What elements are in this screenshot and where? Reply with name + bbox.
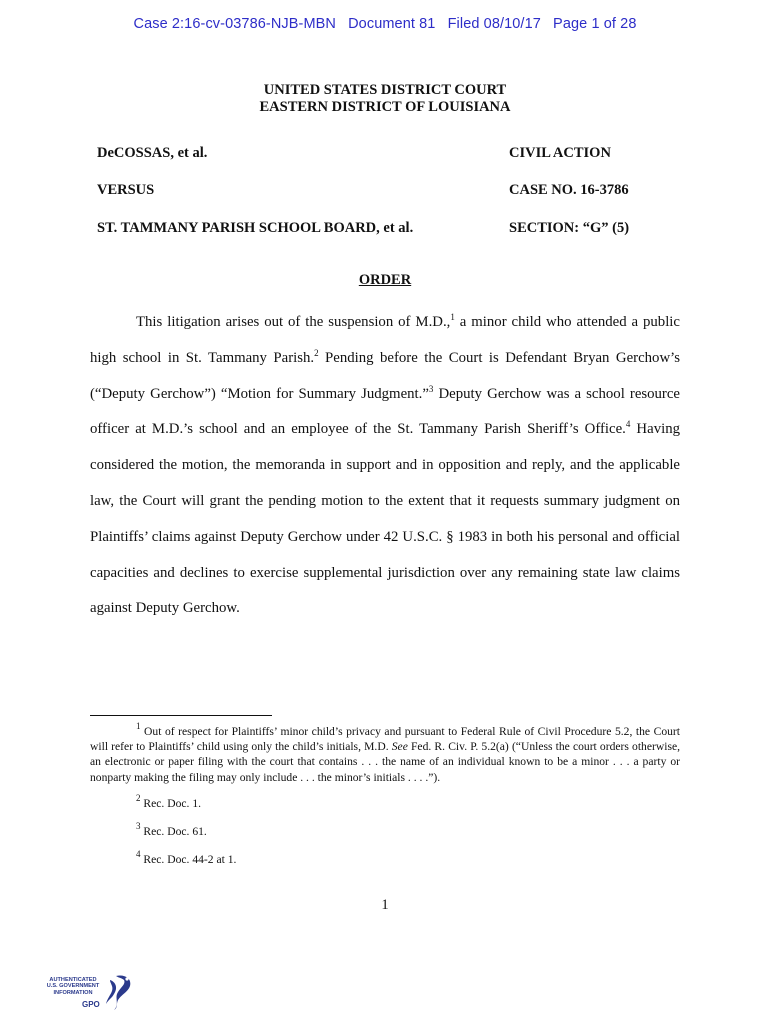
order-title (0, 272, 770, 289)
court-name: UNITED STATES DISTRICT COURT (263, 82, 507, 98)
gpo-line-3: INFORMATION (53, 989, 93, 996)
gpo-line-2: U.S. GOVERNMENT (46, 983, 100, 990)
body-sentence-3: Pending before the Court is Defendant Bryan Gerchow’s (“Deputy Gerchow”) “Motion for Summary Judgment.” (90, 349, 680, 402)
court-title (0, 82, 770, 116)
footnote-ref-3: 3 (428, 383, 434, 394)
footnote-1 (90, 721, 681, 785)
footnote-divider (90, 715, 272, 716)
footnote-4 (90, 849, 680, 867)
body-sentence-2: a minor child who attended a public high school in St. Tammany Parish. (90, 314, 680, 366)
ecf-document-number: Document 81 (348, 16, 436, 32)
body-sentence-5: Having considered the motion, the memoranda in support and in opposition and reply, and the applicable law, the Court will grant the pending motion to the extent that it requests summary judgment on Plaintiffs’ claims against Deputy Gerchow under 42 U.S.C. § 1983 in both his personal and official capacities and declines to exercise supplemental jurisdiction over any remaining state law claims against Deputy Gerchow. (90, 421, 680, 617)
footnote-3-text: Rec. Doc. 61. (143, 825, 207, 838)
gpo-mark: GPO (82, 1000, 100, 1009)
footnote-1-signal: See (391, 740, 408, 754)
ecf-case-number: Case 2:16-cv-03786-NJB-MBN (133, 16, 336, 32)
order-body-paragraph (90, 305, 680, 627)
caption-section: SECTION: “G” (5) (509, 220, 630, 236)
footnote-ref-2: 2 (314, 347, 319, 358)
footnote-4-text: Rec. Doc. 44-2 at 1. (143, 853, 237, 866)
footnote-2-text: Rec. Doc. 1. (143, 797, 202, 810)
footnote-1-text-cont: Fed. R. Civ. P. 5.2(a) (“Unless the court orders otherwise, an electronic or paper filing with the court that contains . . . the name of an individual known to be a minor . . . a party or nonparty making the filing may only include . . . the minor’s initials . . . .”). (90, 740, 681, 784)
footnote-ref-4: 4 (625, 419, 631, 430)
footnote-3 (90, 821, 680, 839)
body-sentence-4: Deputy Gerchow was a school resource officer at M.D.’s school and an employee of the St. Tammany Parish Sheriff’s Office. (90, 385, 680, 438)
footnote-1-number: 1 (136, 721, 141, 731)
footnote-4-number: 4 (136, 849, 141, 859)
ecf-filed-date: Filed 08/10/17 (447, 16, 541, 32)
ecf-filing-header (0, 16, 770, 32)
ecf-page-count: Page 1 of 28 (553, 16, 637, 32)
gpo-authenticated-text (42, 977, 104, 996)
court-district: EASTERN DISTRICT OF LOUISIANA (259, 99, 511, 115)
gpo-line-1: AUTHENTICATED (49, 977, 97, 983)
footnote-2-number: 2 (136, 793, 141, 803)
body-sentence-1: This litigation arises out of the suspension of M.D., (136, 314, 451, 330)
footnote-ref-1: 1 (450, 312, 455, 322)
caption-plaintiff: DeCOSSAS, et al. (97, 145, 208, 161)
caption-defendant: ST. TAMMANY PARISH SCHOOL BOARD, et al. (97, 220, 414, 236)
caption-versus: VERSUS (97, 182, 155, 198)
footnote-1-text: Out of respect for Plaintiffs’ minor child’s privacy and pursuant to Federal Rule of Civil Procedure 5.2, the Court will refer to Plaintiffs’ child using only the child’s initials, M.D. (90, 725, 680, 754)
caption-case-number: CASE NO. 16-3786 (509, 182, 629, 198)
footnote-3-number: 3 (136, 821, 141, 831)
page-number: 1 (381, 897, 389, 913)
caption-action: CIVIL ACTION (509, 145, 611, 161)
footnote-2 (90, 793, 680, 811)
order-title-text: ORDER (358, 272, 412, 288)
